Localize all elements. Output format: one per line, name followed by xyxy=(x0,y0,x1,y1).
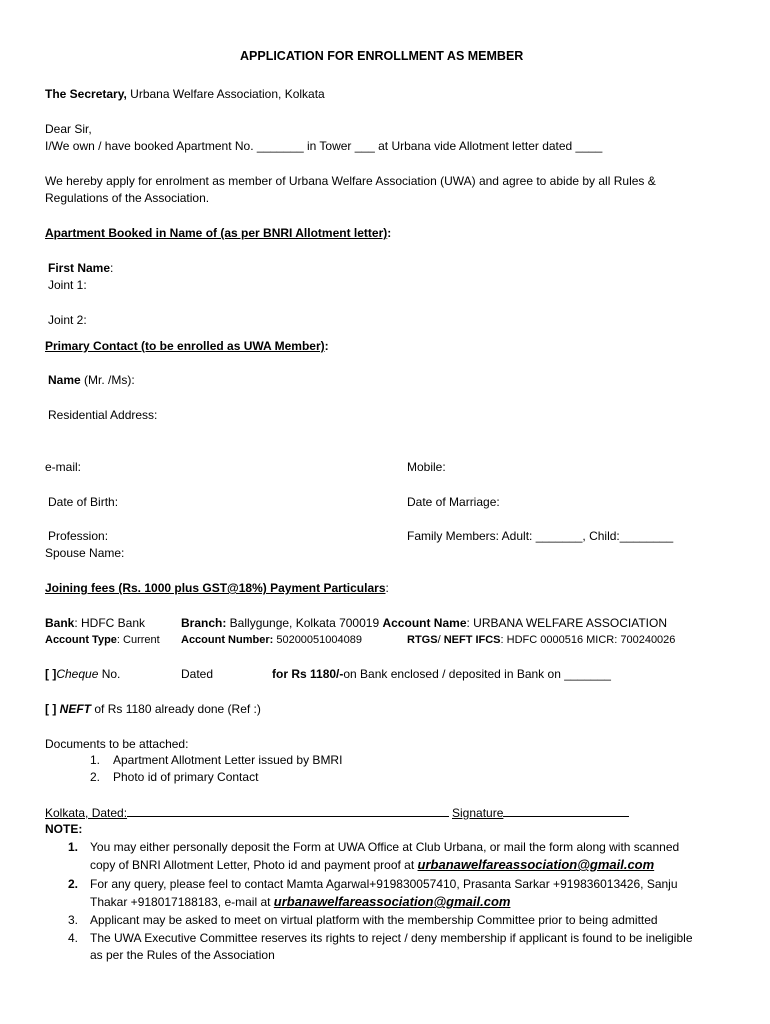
rtgs-separator: / xyxy=(437,634,444,646)
bank-value: : HDFC Bank xyxy=(74,616,146,630)
note-1-line-1: You may either personally deposit the Form at UWA Office at Club Urbana, or mail the form along with scanned xyxy=(90,840,680,854)
mobile-label: Mobile: xyxy=(407,460,446,474)
account-number-label: Account Number: xyxy=(181,634,274,646)
neft-label: NEFT xyxy=(59,702,92,716)
primary-heading-colon: : xyxy=(324,339,329,353)
account-number-line xyxy=(181,632,362,649)
note-2-line-2 xyxy=(90,893,510,911)
note-heading: NOTE: xyxy=(45,822,83,836)
rtgs-label: RTGS xyxy=(407,634,438,646)
name-line xyxy=(48,372,135,389)
branch-line xyxy=(181,615,667,632)
documents-heading: Documents to be attached: xyxy=(45,737,189,751)
note-1-text: copy of BNRI Allotment Letter, Photo id and payment proof at xyxy=(90,858,418,872)
note-4-line-2: as per the Rules of the Association xyxy=(90,948,275,962)
note-2-num: 2. xyxy=(68,877,79,891)
intro-line-2: Regulations of the Association. xyxy=(45,191,210,205)
cheque-label: Cheque xyxy=(56,667,99,681)
cheque-line xyxy=(45,666,120,683)
neft-line xyxy=(45,701,261,718)
branch-value: Ballygunge, Kolkata 700019 xyxy=(226,616,383,630)
addressee-text: Urbana Welfare Association, Kolkata xyxy=(130,87,325,101)
note-1-num: 1. xyxy=(68,840,79,854)
profession-label: Profession: xyxy=(48,529,109,543)
dom-label: Date of Marriage: xyxy=(407,495,500,509)
addressee-label: The Secretary, xyxy=(45,87,127,101)
spouse-name-label: Spouse Name: xyxy=(45,546,125,560)
note-2-email-link[interactable]: urbanawelfareassociation@gmail.com xyxy=(273,894,511,909)
signature-label: Signature xyxy=(452,806,504,820)
account-type-line xyxy=(45,632,160,649)
joint2-label: Joint 2: xyxy=(48,313,87,327)
ownership-line: I/We own / have booked Apartment No. _______ in Tower ___ at Urbana vide Allotment letter dated ____ xyxy=(45,139,603,153)
account-type-value: : Current xyxy=(116,634,160,646)
form-title: APPLICATION FOR ENROLLMENT AS MEMBER xyxy=(240,49,524,63)
dob-label: Date of Birth: xyxy=(48,495,119,509)
joint1-label: Joint 1: xyxy=(48,278,87,292)
account-type-label: Account Type xyxy=(45,634,117,646)
email-label: e-mail: xyxy=(45,460,82,474)
cheque-no-label: No. xyxy=(98,667,121,681)
booked-heading-line xyxy=(45,225,391,242)
cheque-checkbox[interactable]: [ ] xyxy=(45,667,57,681)
cheque-amount: for Rs 1180/- xyxy=(272,667,344,681)
ifsc-value: : HDFC 0000516 MICR: 700240026 xyxy=(500,634,676,646)
account-name-value: : URBANA WELFARE ASSOCIATION xyxy=(466,616,667,630)
document-item-2-num: 2. xyxy=(90,770,101,784)
cheque-rest: on Bank enclosed / deposited in Bank on _______ xyxy=(343,667,611,681)
place-dated-line xyxy=(45,804,449,822)
bank-label: Bank xyxy=(45,616,75,630)
date-underline xyxy=(127,804,449,817)
fees-heading: Joining fees (Rs. 1000 plus GST@18%) Payment Particulars xyxy=(45,581,386,595)
bank-line xyxy=(45,615,145,632)
primary-heading: Primary Contact (to be enrolled as UWA Member) xyxy=(45,339,325,353)
neft-rest: of Rs 1180 already done (Ref :) xyxy=(91,702,261,716)
neft-ifsc-label: NEFT IFCS xyxy=(443,634,501,646)
salutation: Dear Sir, xyxy=(45,122,92,136)
residential-address-label: Residential Address: xyxy=(48,408,158,422)
document-item-2: Photo id of primary Contact xyxy=(113,770,259,784)
note-4-num: 4. xyxy=(68,931,79,945)
name-label: Name xyxy=(48,373,81,387)
note-2-line-1: For any query, please feel to contact Mamta Agarwal+919830057410, Prasanta Sarkar +919836013426, Sanju xyxy=(90,877,678,891)
addressee-line xyxy=(45,86,325,103)
document-item-1: Apartment Allotment Letter issued by BMRI xyxy=(113,753,343,767)
note-3-num: 3. xyxy=(68,913,79,927)
account-name-label: Account Name xyxy=(382,616,467,630)
place-dated-label: Kolkata, Dated: xyxy=(45,806,128,820)
fees-heading-colon: : xyxy=(385,581,389,595)
note-1-line-2 xyxy=(90,856,654,874)
family-members-label: Family Members: Adult: _______, Child:________ xyxy=(407,529,674,543)
signature-line xyxy=(452,804,629,822)
first-name-label: First Name xyxy=(48,261,111,275)
primary-heading-line xyxy=(45,338,329,355)
note-1-email-link[interactable]: urbanawelfareassociation@gmail.com xyxy=(417,857,655,872)
note-2-text: Thakar +918017188183, e-mail at xyxy=(90,895,274,909)
fees-heading-line xyxy=(45,580,389,597)
cheque-dated-label: Dated xyxy=(181,667,214,681)
name-suffix: (Mr. /Ms): xyxy=(80,373,135,387)
booked-heading: Apartment Booked in Name of (as per BNRI Allotment letter) xyxy=(45,226,388,240)
document-item-1-num: 1. xyxy=(90,753,101,767)
note-4-line-1: The UWA Executive Committee reserves its rights to reject / deny membership if applicant is found to be ineligible xyxy=(90,931,693,945)
account-number-value: 50200051004089 xyxy=(273,634,362,646)
first-name-line xyxy=(48,260,113,277)
first-name-colon: : xyxy=(110,261,114,275)
ifsc-line xyxy=(407,632,675,649)
neft-checkbox[interactable]: [ ] xyxy=(45,702,60,716)
branch-label: Branch: xyxy=(181,616,227,630)
intro-line-1: We hereby apply for enrolment as member of Urbana Welfare Association (UWA) and agree to abide by all Rules & xyxy=(45,174,656,188)
signature-underline xyxy=(503,804,629,817)
cheque-amount-line xyxy=(272,666,611,683)
note-3-line-1: Applicant may be asked to meet on virtual platform with the membership Committee prior to being admitted xyxy=(90,913,658,927)
booked-heading-colon: : xyxy=(387,226,392,240)
